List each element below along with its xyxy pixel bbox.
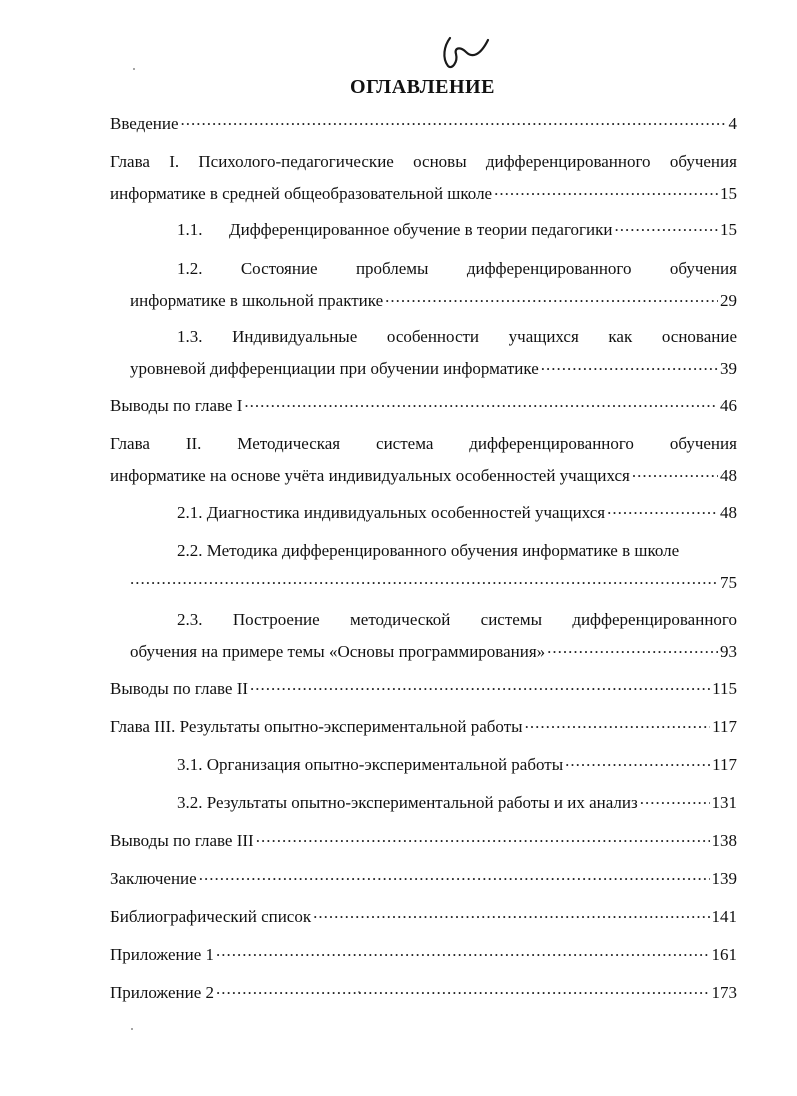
section-number: 1.1. [177, 220, 203, 239]
toc-entry-intro [110, 108, 737, 140]
leader-dots [181, 104, 727, 136]
leader-dots [541, 349, 718, 381]
word: основание [661, 327, 737, 346]
toc-entry-label: Выводы по главе I [110, 396, 243, 415]
toc-entry-label: уровневой дифференциации при обучении информатике [130, 359, 539, 378]
word: 1.2. [177, 259, 203, 278]
toc-entry-label: 3.2. Результаты опытно-экспериментальной работы и их анализ [177, 793, 638, 812]
leader-dots [640, 783, 710, 815]
toc-entry-conclusions-1 [110, 390, 737, 422]
toc-entry-section-3-1 [177, 749, 737, 781]
leader-dots [607, 493, 718, 525]
toc-entry-label: 2.2. Методика дифференцированного обучения информатике в школе [177, 541, 680, 560]
word: основы [413, 152, 467, 171]
leader-dots [385, 281, 718, 313]
toc-page-number: 173 [711, 983, 737, 1002]
word: как [608, 327, 633, 346]
toc-page-number: 117 [712, 717, 737, 736]
toc-entry-section-2-3 [130, 604, 737, 668]
toc-entry-chapter-2 [110, 428, 737, 492]
word: дифференцированного [469, 434, 634, 453]
toc-entry-label: Приложение 1 [110, 945, 214, 964]
word: Состояние [240, 259, 318, 278]
toc-page-number: 48 [720, 503, 737, 522]
word: Индивидуальные [232, 327, 358, 346]
toc-page-number: 15 [720, 184, 737, 203]
toc-entry-chapter-1 [110, 146, 737, 210]
toc-entry-appendix-1 [110, 939, 737, 971]
word: дифференцированного [466, 259, 632, 278]
word: обучения [669, 434, 737, 453]
word: 1.3. [177, 327, 203, 346]
word: учащихся [508, 327, 579, 346]
toc-page-number: 75 [720, 573, 737, 592]
toc-entry-section-3-2 [177, 787, 737, 819]
scan-speck [131, 1028, 133, 1030]
toc-entry-bibliography [110, 901, 737, 933]
toc-entry-label: Глава III. Результаты опытно-экспериментальной работы [110, 717, 523, 736]
word: Методическая [237, 434, 341, 453]
toc-page-number: 141 [711, 907, 737, 926]
word: проблемы [355, 259, 429, 278]
leader-dots [313, 897, 709, 929]
leader-dots [494, 174, 718, 206]
toc-entry-section-1-2 [130, 253, 737, 317]
toc-entry-conclusion [110, 863, 737, 895]
toc-entry-label: информатике в школьной практике [130, 291, 384, 310]
toc-entry-label: 2.1. Диагностика индивидуальных особенностей учащихся [177, 503, 606, 522]
word: особенности [386, 327, 480, 346]
handwritten-mark [436, 32, 492, 72]
toc-entry-conclusions-2 [110, 673, 737, 705]
toc-page-number: 115 [712, 679, 737, 698]
toc-page-number: 131 [711, 793, 737, 812]
leader-dots [199, 859, 710, 891]
toc-entry-label: Библиографический список [110, 907, 312, 926]
toc-page-number: 138 [711, 831, 737, 850]
word: обучения [669, 259, 737, 278]
toc-entry-section-1-1 [177, 214, 737, 246]
word: Глава [110, 152, 150, 171]
word: методической [350, 610, 451, 629]
toc-entry-conclusions-3 [110, 825, 737, 857]
toc-page-number: 29 [720, 291, 737, 310]
leader-dots [256, 821, 710, 853]
toc-entry-label: Выводы по главе III [110, 831, 254, 850]
leader-dots [614, 210, 718, 242]
toc-entry-label: Введение [110, 114, 179, 133]
toc-page-number: 117 [712, 755, 737, 774]
leader-dots [632, 456, 718, 488]
leader-dots [565, 745, 710, 777]
toc-entry-appendix-2 [110, 977, 737, 1009]
word: II. [185, 434, 202, 453]
leader-dots [547, 632, 718, 664]
toc-entry-section-1-3 [130, 321, 737, 385]
leader-dots [130, 563, 718, 595]
toc-entry-label: информатике в средней общеобразовательной школе [110, 184, 493, 203]
word: дифференцированного [572, 610, 737, 629]
toc-entry-label: обучения на примере темы «Основы программирования» [130, 642, 546, 661]
word: Глава [110, 434, 150, 453]
toc-entry-section-2-1 [177, 497, 737, 529]
leader-dots [244, 386, 718, 418]
toc-page-number: 46 [720, 396, 737, 415]
leader-dots [216, 935, 710, 967]
toc-entry-section-2-2 [130, 535, 737, 599]
toc-page-number: 4 [728, 114, 737, 133]
word: 2.3. [177, 610, 203, 629]
word: обучения [669, 152, 737, 171]
word: I. [169, 152, 180, 171]
toc-page-number: 48 [720, 466, 737, 485]
toc-page-number: 93 [720, 642, 737, 661]
word: системы [480, 610, 542, 629]
toc-entry-chapter-3 [110, 711, 737, 743]
word: Психолого-педагогические [198, 152, 394, 171]
toc-entry-label: Приложение 2 [110, 983, 214, 1002]
word: дифференцированного [485, 152, 651, 171]
toc-page-number: 15 [720, 220, 737, 239]
word: Построение [232, 610, 320, 629]
page-title: ОГЛАВЛЕНИЕ [350, 76, 495, 98]
toc-entry-label: информатике на основе учёта индивидуальных особенностей учащихся [110, 466, 630, 485]
toc-entry-label: 3.1. Организация опытно-экспериментальной работы [177, 755, 564, 774]
leader-dots [216, 973, 710, 1005]
scan-speck [133, 68, 135, 70]
word: система [376, 434, 434, 453]
toc-entry-label: Дифференцированное обучение в теории педагогики [229, 220, 613, 239]
toc-entry-label: Выводы по главе II [110, 679, 249, 698]
leader-dots [525, 707, 711, 739]
toc-entry-label: Заключение [110, 869, 197, 888]
toc-page-number: 161 [711, 945, 737, 964]
toc-page-number: 39 [720, 359, 737, 378]
leader-dots [250, 669, 710, 701]
toc-page-number: 139 [711, 869, 737, 888]
